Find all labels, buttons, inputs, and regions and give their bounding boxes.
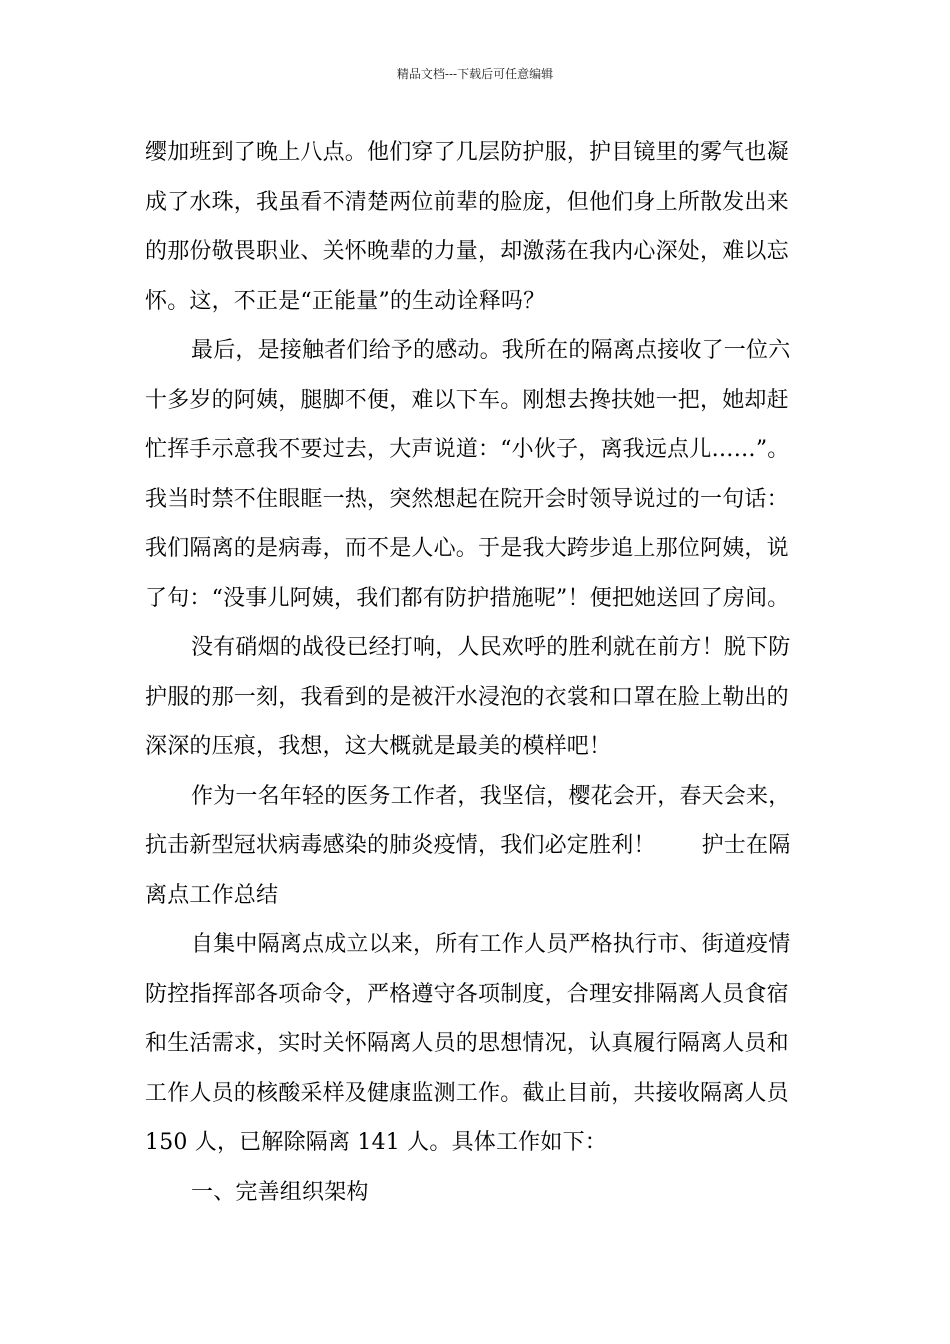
text-line	[145, 227, 810, 277]
text-line	[145, 722, 810, 772]
text-line	[145, 1168, 810, 1218]
text-line-content: 怀。这，不正是“正能量”的生动诠释吗？	[145, 288, 546, 314]
text-line-content: 护服的那一刻，我看到的是被汗水浸泡的衣裳和口罩在脸上勒出的	[145, 684, 789, 710]
text-line	[145, 425, 810, 475]
text-line-content: 防控指挥部各项命令，严格遵守各项制度，合理安排隔离人员食宿	[145, 981, 789, 1007]
text-line-content: 和生活需求，实时关怀隔离人员的思想情况，认真履行隔离人员和	[145, 1031, 789, 1056]
text-line-content: 了句：“没事儿阿姨，我们都有防护措施呢”！便把她送回了房间。	[145, 585, 790, 611]
text-line	[145, 475, 810, 525]
text-line-content: 我当时禁不住眼眶一热，突然想起在院开会时领导说过的一句话：	[145, 486, 789, 512]
text-line-content: 工作人员的核酸采样及健康监测工作。截止目前，共接收隔离人员	[145, 1080, 789, 1106]
text-line-content: 最后，是接触者们给予的感动。我所在的隔离点接收了一位六	[191, 338, 791, 363]
text-line	[145, 128, 810, 178]
document-body	[145, 128, 810, 1217]
text-line-content: 离点工作总结	[145, 882, 279, 908]
text-line-content: 抗击新型冠状病毒感染的肺炎疫情，我们必定胜利！	[145, 833, 656, 858]
text-line	[145, 623, 810, 673]
text-line-content: 缨加班到了晚上八点。他们穿了几层防护服，护目镜里的雾气也凝	[145, 140, 789, 165]
text-line	[145, 376, 810, 426]
text-line	[145, 1019, 810, 1069]
text-line-content: 的那份敬畏职业、关怀晚辈的力量，却激荡在我内心深处，难以忘	[145, 239, 789, 264]
inline-section-title: 护士在隔	[701, 833, 791, 858]
text-line	[145, 524, 810, 574]
text-line	[145, 920, 810, 970]
text-line-content: 忙挥手示意我不要过去，大声说道：“小伙子，离我远点儿……”。	[145, 437, 790, 462]
page-header: 精品文档---下载后可任意编辑	[396, 67, 554, 81]
text-line-content: 一、完善组织架构	[191, 1179, 369, 1205]
text-line-content: 深深的压痕，我想，这大概就是最美的模样吧！	[145, 734, 612, 759]
text-line-content: 成了水珠，我虽看不清楚两位前辈的脸庞，但他们身上所散发出来	[145, 189, 789, 215]
text-line	[145, 178, 810, 228]
text-line-content: 没有硝烟的战役已经打响，人民欢呼的胜利就在前方！脱下防	[191, 635, 791, 660]
text-line	[145, 871, 810, 921]
text-line	[145, 821, 810, 871]
text-line	[145, 970, 810, 1020]
text-line-content: 我们隔离的是病毒，而不是人心。于是我大跨步追上那位阿姨，说	[145, 536, 789, 561]
text-line	[145, 277, 810, 327]
text-line	[145, 574, 810, 624]
text-line	[145, 772, 810, 822]
text-line	[145, 1069, 810, 1119]
text-line-content: 作为一名年轻的医务工作者，我坚信，樱花会开，春天会来，	[191, 783, 791, 809]
text-line-content: 150 人，已解除隔离 141 人。具体工作如下：	[145, 1130, 607, 1155]
text-line-content: 自集中隔离点成立以来，所有工作人员严格执行市、街道疫情	[191, 932, 791, 957]
text-line	[145, 326, 810, 376]
text-line-content: 十多岁的阿姨，腿脚不便，难以下车。刚想去搀扶她一把，她却赶	[145, 387, 789, 413]
text-line	[145, 1118, 810, 1168]
text-line	[145, 673, 810, 723]
